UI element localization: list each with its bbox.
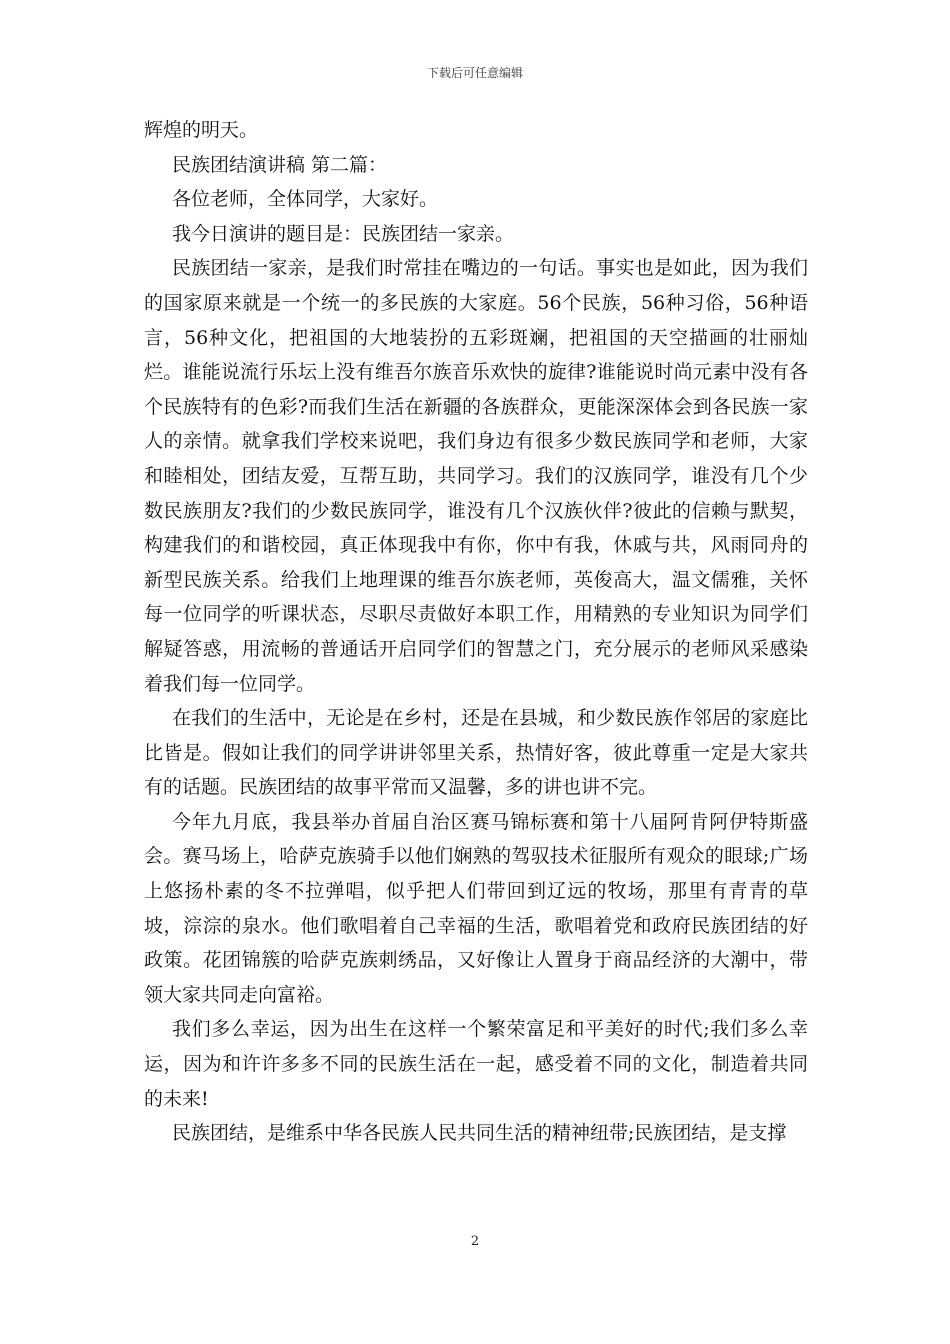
paragraph: 辉煌的明天。 <box>144 119 259 141</box>
document-body <box>144 113 808 1151</box>
paragraph: 我们多么幸运，因为出生在这样一个繁荣富足和平美好的时代;我们多么幸运，因为和许许多多不同的民族生活在一起，感受着不同的文化，制造着共同的未来! <box>144 1018 808 1110</box>
page-header: 下载后可任意编辑 <box>426 66 523 80</box>
paragraph: 在我们的生活中，无论是在乡村，还是在县城，和少数民族作邻居的家庭比比皆是。假如让我们的同学讲讲邻里关系，热情好客，彼此尊重一定是大家共有的话题。民族团结的故事平常而又温馨，多的讲也讲不完。 <box>144 707 808 799</box>
paragraph: 民族团结，是维系中华各民族人民共同生活的精神纽带;民族团结，是支撑 <box>172 1122 787 1145</box>
paragraph: 我今日演讲的题目是：民族团结一家亲。 <box>172 222 515 245</box>
section-heading: 民族团结演讲稿 第二篇： <box>172 153 388 176</box>
paragraph: 民族团结一家亲，是我们时常挂在嘴边的一句话。事实也是如此，因为我们的国家原来就是一个统一的多民族的大家庭。56个民族，56种习俗，56种语言，56种文化，把祖国的大地装扮的五彩斑斓，把祖国的天空描画的壮丽灿烂。谁能说流行乐坛上没有维吾尔族音乐欢快的旋律?谁能说时尚元素中没有各个民族特有的色彩?而我们生活在新疆的各族群众，更能深深体会到各民族一家人的亲情。就拿我们学校来说吧，我们身边有很多少数民族同学和老师，大家和睦相处，团结友爱，互帮互助，共同学习。我们的汉族同学，谁没有几个少数民族朋友?我们的少数民族同学，谁没有几个汉族伙伴?彼此的信赖与默契，构建我们的和谐校园，真正体现我中有你，你中有我，休戚与共，风雨同舟的新型民族关系。给我们上地理课的维吾尔族老师，英俊高大，温文儒雅，关怀每一位同学的听课状态，尽职尽责做好本职工作，用精熟的专业知识为同学们解疑答惑，用流畅的普通话开启同学们的智慧之门，充分展示的老师风采感染着我们每一位同学。 <box>144 257 808 695</box>
paragraph: 各位老师，全体同学，大家好。 <box>172 188 439 211</box>
paragraph: 今年九月底，我县举办首届自治区赛马锦标赛和第十八届阿肯阿伊特斯盛会。赛马场上，哈萨克族骑手以他们娴熟的驾驭技术征服所有观众的眼球;广场上悠扬朴素的冬不拉弹唱，似乎把人们带回到辽远的牧场，那里有青青的草坡，淙淙的泉水。他们歌唱着自己幸福的生活，歌唱着党和政府民族团结的好政策。花团锦簇的哈萨克族刺绣品，又好像让人置身于商品经济的大潮中，带领大家共同走向富裕。 <box>144 810 808 1006</box>
page-number: 2 <box>470 1234 480 1249</box>
